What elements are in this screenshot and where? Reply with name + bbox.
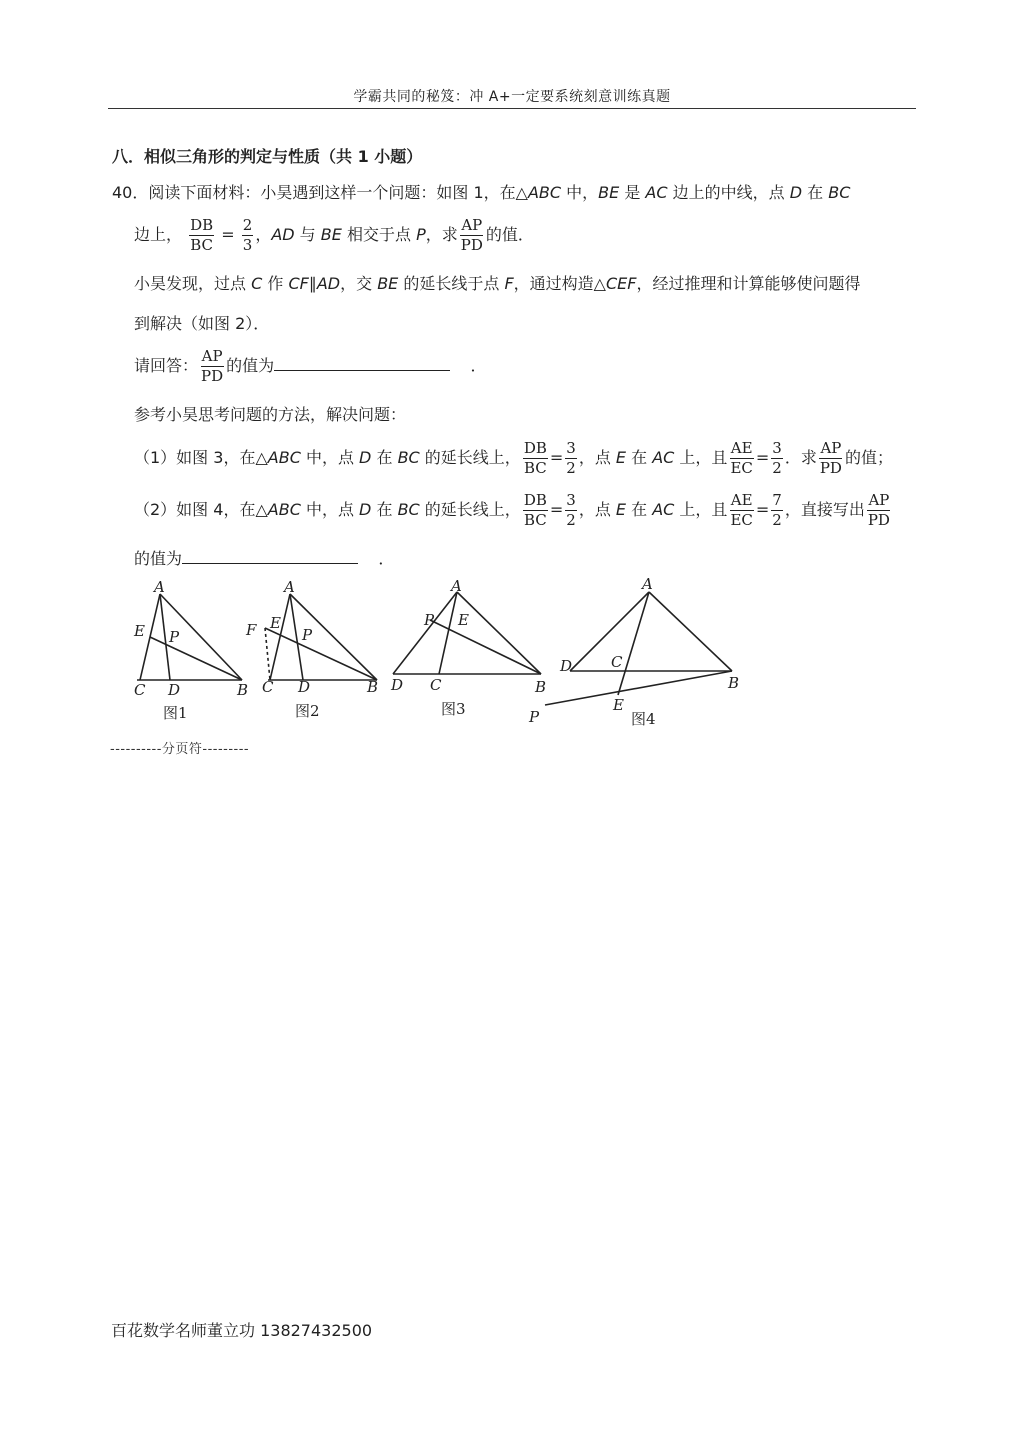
fraction-db-bc-q2: $\frac{DB}{BC}$	[523, 491, 547, 529]
fig2-caption: 图2	[295, 702, 320, 720]
fraction-db-bc-q1: $\frac{DB}{BC}$	[523, 439, 547, 477]
fraction-2-3: $\frac{2}{3}$	[242, 216, 253, 254]
fig1-label-a: A	[154, 578, 165, 596]
fig2-label-f: F	[246, 621, 257, 639]
section-title: 八．相似三角形的判定与性质（共 1 小题）	[112, 147, 423, 166]
fig3-label-p: P	[424, 611, 435, 629]
fraction-ae-ec-q1: $\frac{AE}{EC}$	[730, 439, 753, 477]
fig2-label-c: C	[262, 678, 274, 696]
fig4-label-c: C	[611, 653, 623, 671]
figure-1	[137, 594, 242, 680]
fig4-caption: 图4	[631, 710, 656, 728]
fig1-label-e: E	[134, 622, 145, 640]
problem-line-4: 到解决（如图 2）．	[134, 314, 270, 333]
page-footer: 百花数学名师董立功 13827432500	[111, 1321, 373, 1340]
fig3-label-e: E	[458, 611, 469, 629]
fig2-label-e: E	[270, 614, 281, 632]
page-header: 学霸共同的秘笈：冲 A+一定要系统刻意训练真题	[353, 89, 671, 105]
fraction-ap-pd: $\frac{AP}{PD}$	[460, 216, 483, 254]
fraction-ap-pd-2: $\frac{AP}{PD}$	[201, 347, 224, 385]
problem-line-1: 40．阅读下面材料：小昊遇到这样一个问题：如图 1，在△ABC 中，BE 是 AC 边上的中线，点 D 在 BC	[112, 183, 851, 202]
fig3-label-c: C	[430, 676, 442, 694]
fraction-7-2-q2: $\frac{7}{2}$	[772, 491, 782, 529]
fig1-caption: 图1	[163, 704, 188, 722]
fraction-3-2-q2: $\frac{3}{2}$	[566, 491, 576, 529]
header-rule	[108, 108, 916, 109]
fig4-label-b: B	[728, 674, 740, 692]
fig3-label-d: D	[391, 676, 404, 694]
fraction-ae-ec-q2: $\frac{AE}{EC}$	[730, 491, 753, 529]
answer-blank-2[interactable]	[182, 563, 358, 564]
page-break-marker: ----------分页符---------	[110, 742, 250, 757]
fig1-label-d: D	[168, 681, 181, 699]
fig1-label-c: C	[134, 681, 146, 699]
fraction-3-2-q1a: $\frac{3}{2}$	[566, 439, 576, 477]
fig1-label-p: P	[169, 628, 180, 646]
fraction-ap-pd-q2: $\frac{AP}{PD}$	[867, 491, 890, 529]
fig4-label-e: E	[613, 696, 624, 714]
question-1: （1）如图 3，在△ABC 中，点 D 在 BC 的延长线上， $\frac{DB}{BC}$ = $\frac{3}{2}$ ，点 E 在 AC 上，且 $\frac{AE}{EC}$ = $\frac{3}{2}$ ．求 $\frac{AP}{PD}$ 的值；	[134, 439, 893, 477]
fraction-3-2-q1b: $\frac{3}{2}$	[772, 439, 782, 477]
fig2-label-a: A	[284, 578, 295, 596]
answer-blank-1[interactable]	[274, 370, 450, 371]
fraction-db-bc: $\frac{DB}{BC}$	[190, 216, 214, 254]
fig4-label-d: D	[560, 657, 573, 675]
figure-4	[545, 592, 732, 705]
fig2-label-p: P	[302, 626, 313, 644]
fig2-label-d: D	[298, 678, 311, 696]
fig4-label-a: A	[642, 575, 653, 593]
fraction-ap-pd-q1: $\frac{AP}{PD}$	[819, 439, 842, 477]
fig4-label-p: P	[529, 708, 540, 726]
problem-line-2: 边上， $\frac{DB}{BC}$ = $\frac{2}{3}$ ，AD 与 BE 相交于点 P，求 $\frac{AP}{PD}$ 的值．	[134, 216, 534, 254]
problem-line-3: 小昊发现，过点 C 作 CF∥AD，交 BE 的延长线于点 F，通过构造△CEF，经过推理和计算能够使问题得	[134, 274, 861, 293]
fig3-label-a: A	[451, 577, 462, 595]
fig2-label-b: B	[367, 678, 379, 696]
question-2: （2）如图 4，在△ABC 中，点 D 在 BC 的延长线上， $\frac{DB}{BC}$ = $\frac{3}{2}$ ，点 E 在 AC 上，且 $\frac{AE}{EC}$ = $\frac{7}{2}$ ，直接写出 $\frac{AP}{PD}$	[134, 491, 890, 529]
figures	[125, 572, 745, 732]
problem-line-9: 的值为 ．	[134, 549, 395, 568]
fig3-label-b: B	[535, 678, 547, 696]
problem-line-6: 参考小昊思考问题的方法，解决问题：	[134, 405, 407, 424]
figure-3	[393, 592, 541, 674]
figure-2	[265, 594, 377, 680]
problem-line-5: 请回答： $\frac{AP}{PD}$ 的值为 ．	[134, 347, 487, 385]
fig1-label-b: B	[237, 681, 249, 699]
fig3-caption: 图3	[441, 700, 466, 718]
